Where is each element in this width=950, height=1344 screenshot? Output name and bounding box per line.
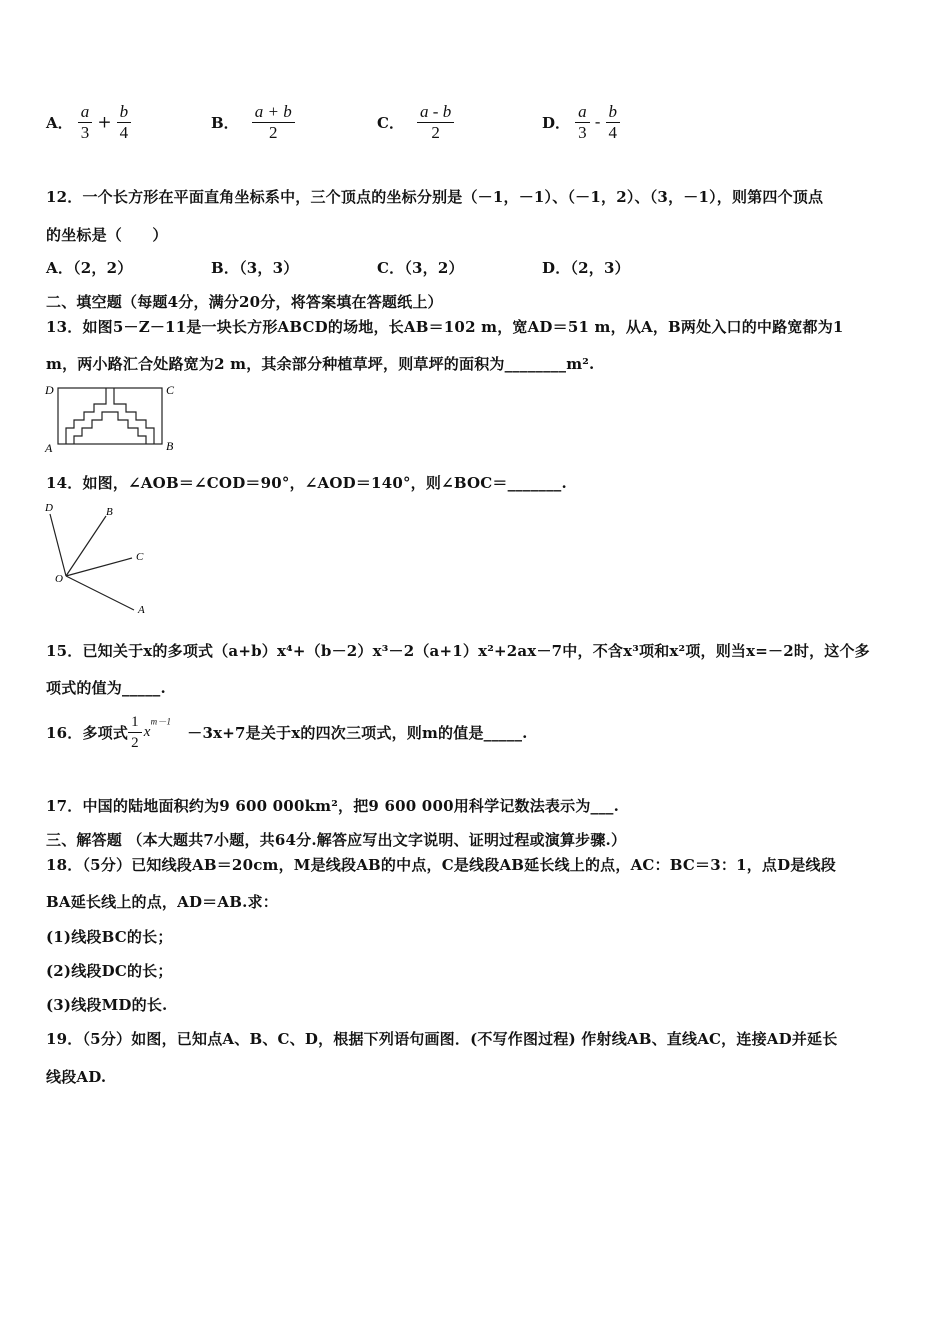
label-a: A	[45, 441, 53, 454]
q18-sub3: (3)线段MD的长.	[46, 996, 168, 1014]
path-right-inner	[110, 412, 146, 444]
option-label: D．	[542, 114, 571, 132]
fraction: $\frac{b}{4}$	[606, 102, 621, 143]
label-b: B	[166, 439, 174, 453]
q17-text: 17．中国的陆地面积约为9 600 000km²，把9 600 000用科学记数法表示为___.	[46, 797, 620, 815]
q13-text-line2: m，两小路汇合处路宽为2 m，其余部分种植草坪，则草坪的面积为________m².	[46, 355, 595, 373]
angle-diagram	[42, 500, 154, 618]
q11-option-c	[377, 102, 454, 143]
label-a: A	[138, 604, 145, 616]
fraction: $\frac{b}{4}$	[117, 102, 132, 143]
q19-text-line1: 19．（5分）如图，已知点A、B、C、D，根据下列语句画图．(不写作图过程) 作射线AB、直线AC，连接AD并延长	[46, 1030, 838, 1048]
ray-od	[50, 514, 66, 576]
q12-option-d: D．（2，3）	[542, 259, 630, 277]
path-left-outer	[66, 388, 106, 444]
operator: -	[594, 112, 601, 133]
q12-option-c: C．（3，2）	[377, 259, 464, 277]
fraction: $\frac{a}{3}$	[78, 102, 93, 143]
option-label: B．	[211, 114, 239, 132]
label-c: C	[136, 551, 144, 563]
q16-text	[46, 712, 528, 758]
q18-text-line2: BA延长线上的点，AD＝AB.求：	[46, 893, 278, 911]
label-o: O	[55, 573, 63, 585]
q14-figure	[42, 500, 154, 618]
q12-option-b: B．（3，3）	[211, 259, 299, 277]
operator: +	[97, 112, 112, 133]
ray-oa	[66, 576, 134, 610]
option-label: A．	[46, 114, 73, 132]
q15-text-line2: 项式的值为_____.	[46, 679, 166, 697]
path-left-inner	[74, 412, 110, 444]
q11-option-b	[211, 102, 295, 143]
q18-text-line1: 18．（5分）已知线段AB＝20cm，M是线段AB的中点，C是线段AB延长线上的点，AC：BC＝3：1，点D是线段	[46, 856, 836, 874]
q15-text-line1: 15．已知关于x的多项式（a+b）x⁴+（b－2）x³－2（a+1）x²+2ax－7中，不含x³项和x²项，则当x=－2时，这个多	[46, 642, 870, 660]
q12-text-line2: 的坐标是（ ）	[46, 226, 168, 244]
section-3-heading: 三、解答题 （本大题共7小题，共64分.解答应写出文字说明、证明过程或演算步骤.）	[46, 831, 627, 849]
label-d: D	[45, 502, 53, 514]
fraction: $\frac{a + b}{2}$	[252, 102, 295, 143]
path-right-outer	[114, 388, 154, 444]
power-base: x	[143, 724, 151, 740]
q11-option-a	[46, 102, 131, 143]
q16-suffix: －3x+7是关于x的四次三项式，则m的值是_____.	[187, 724, 528, 742]
q11-option-d	[542, 102, 620, 143]
q18-sub2: (2)线段DC的长；	[46, 962, 173, 980]
q13-figure	[44, 382, 180, 454]
fraction: $\frac{1}{2}$	[128, 712, 142, 753]
exponent: m－1	[150, 716, 172, 727]
q13-text-line1: 13．如图5－Z－11是一块长方形ABCD的场地，长AB＝102 m，宽AD＝51 m，从A，B两处入口的中路宽都为1	[46, 318, 844, 336]
option-label: C．	[377, 114, 404, 132]
q16-prefix: 16．多项式	[46, 724, 129, 742]
rectangle-path-diagram	[44, 382, 180, 454]
fraction: $\frac{a}{3}$	[575, 102, 590, 143]
q19-text-line2: 线段AD.	[46, 1068, 107, 1086]
label-b: B	[106, 506, 113, 518]
label-c: C	[166, 383, 175, 397]
q12-option-a: A．（2，2）	[46, 259, 133, 277]
fraction: $\frac{a - b}{2}$	[417, 102, 454, 143]
q18-sub1: (1)线段BC的长；	[46, 928, 173, 946]
q12-text-line1: 12．一个长方形在平面直角坐标系中，三个顶点的坐标分别是（－1，－1）、（－1，2）、（3，－1），则第四个顶点	[46, 188, 824, 206]
q14-text: 14．如图，∠AOB＝∠COD＝90°，∠AOD＝140°，则∠BOC＝_______.	[46, 474, 567, 492]
section-2-heading: 二、填空题（每题4分，满分20分，将答案填在答题纸上）	[46, 293, 443, 311]
label-d: D	[45, 383, 54, 397]
